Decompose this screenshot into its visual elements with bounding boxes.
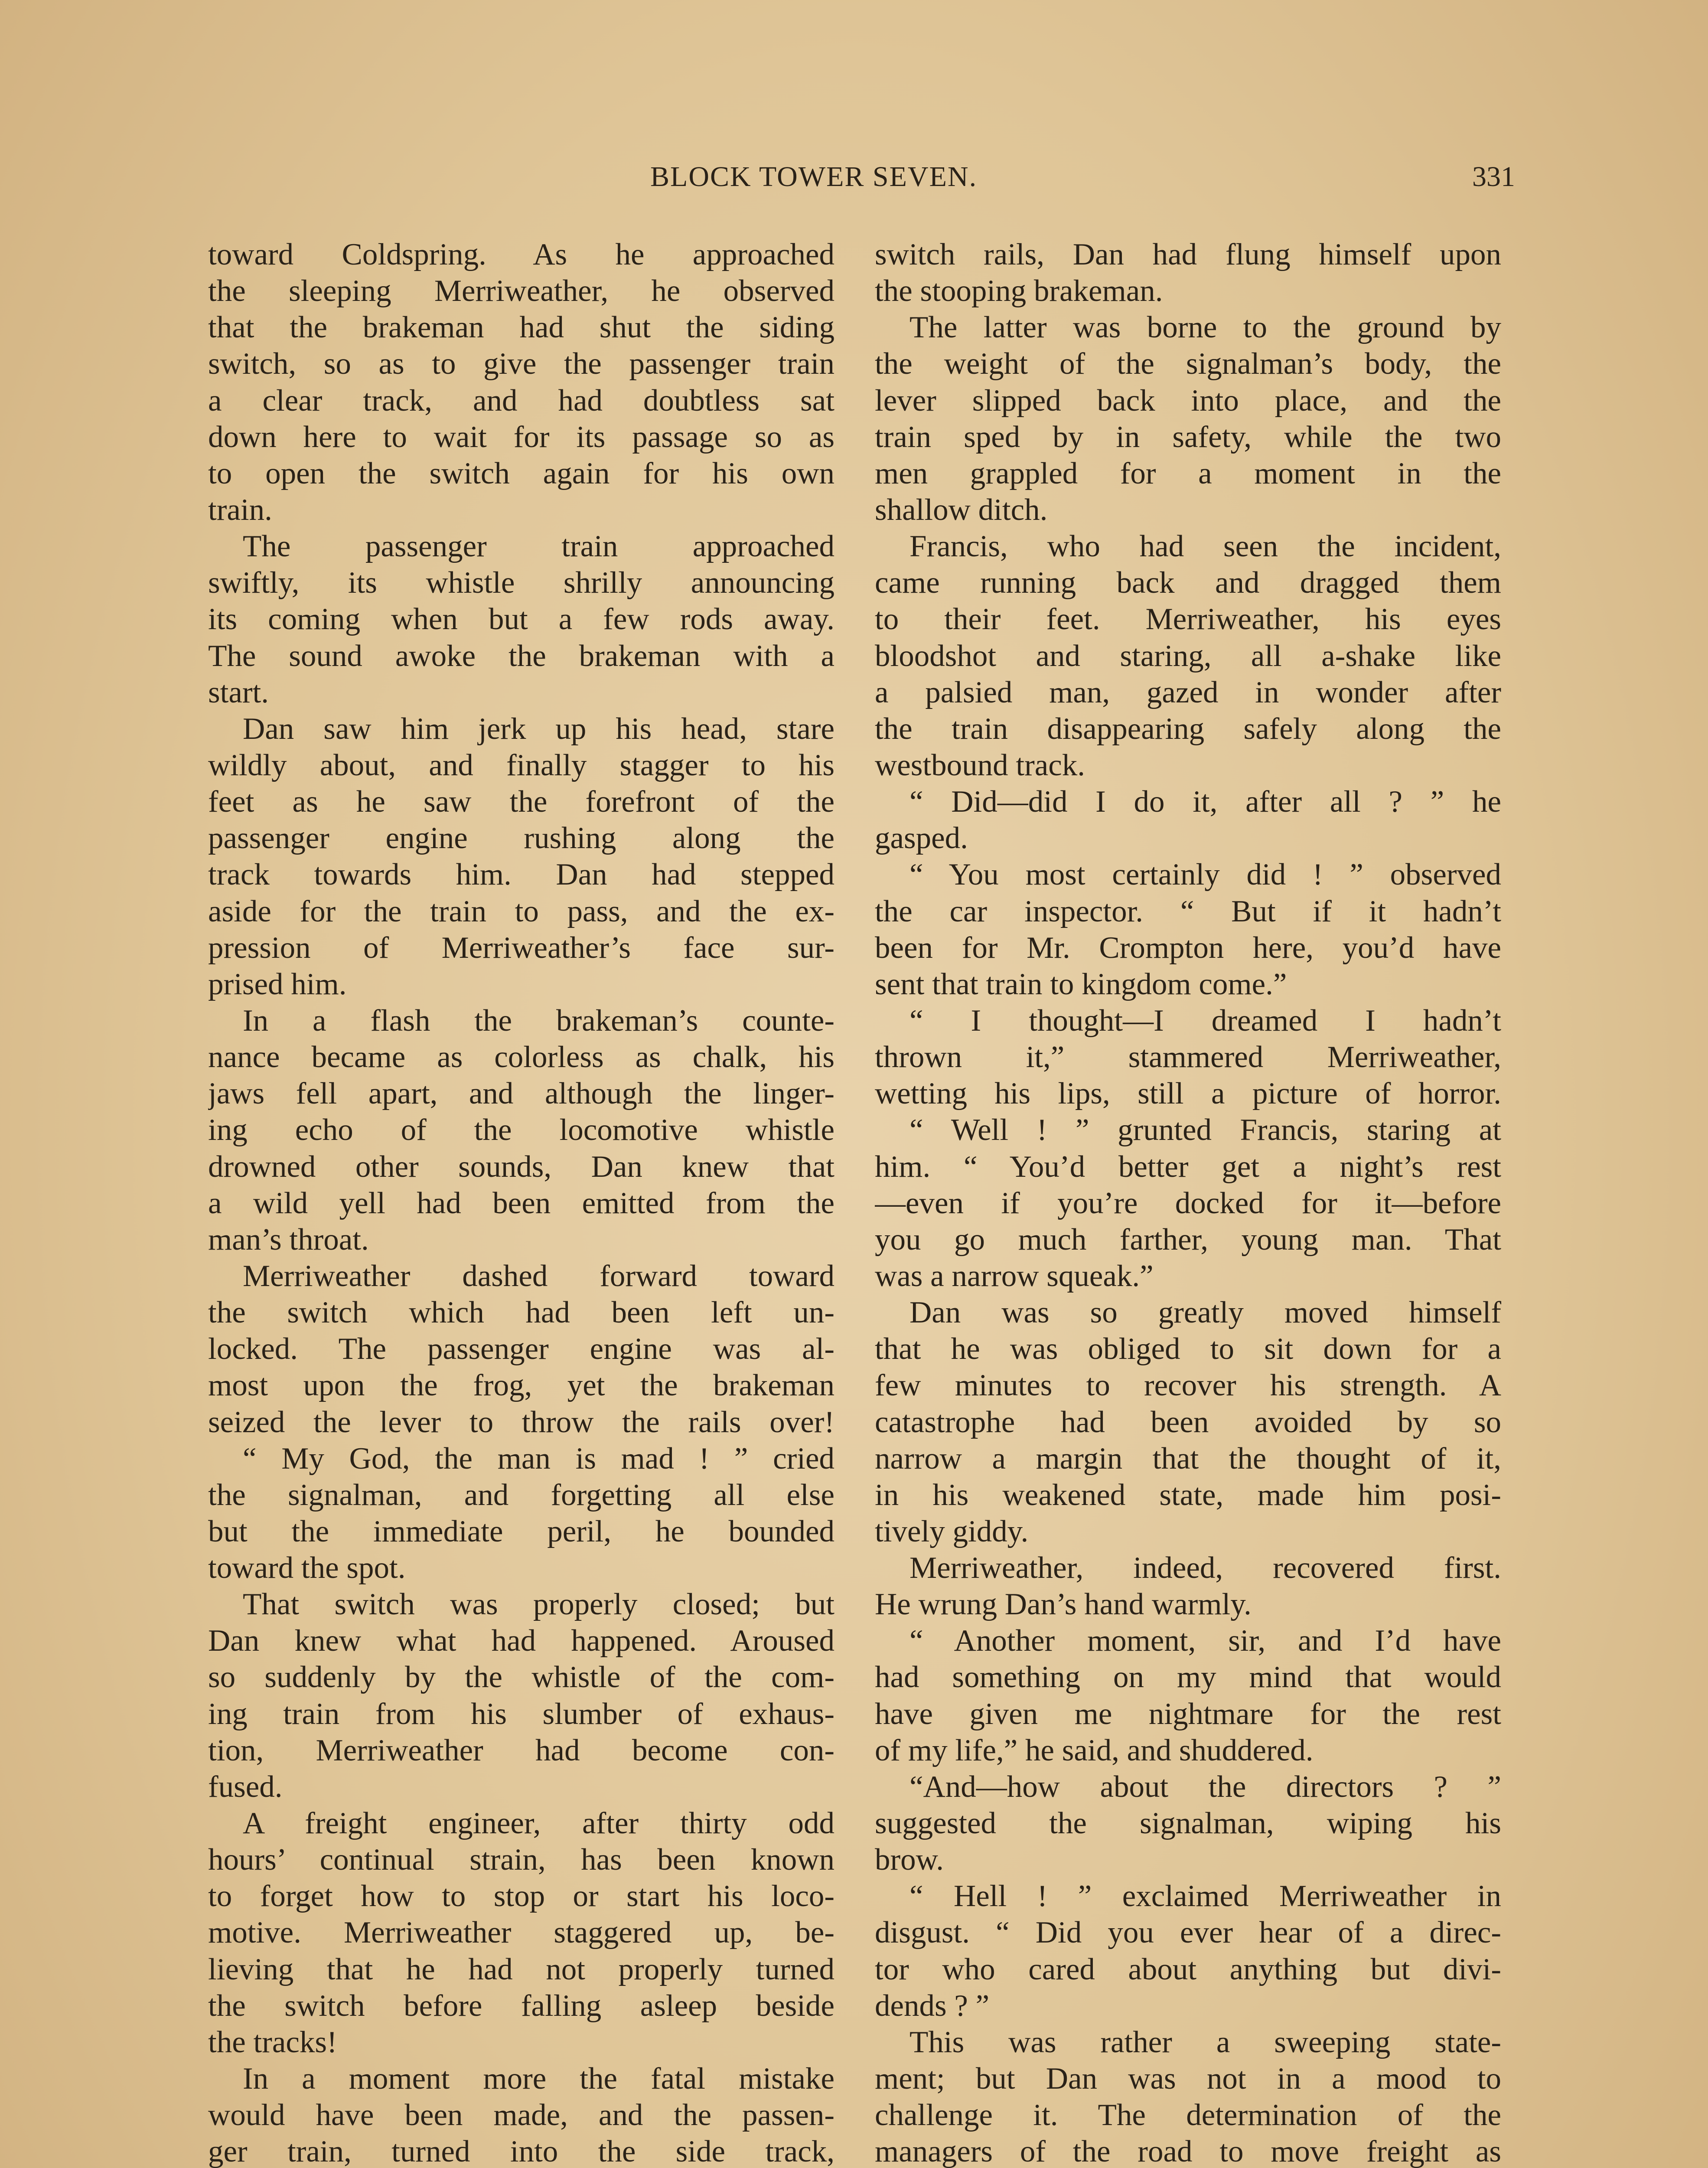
text-line: motive. Merriweather staggered up, be-	[208, 1916, 834, 1950]
text-line: disgust. “ Did you ever hear of a direc-	[875, 1916, 1501, 1950]
text-line: the signalman, and forgetting all else	[208, 1478, 834, 1512]
text-line: a clear track, and had doubtless sat	[208, 383, 834, 418]
text-line: that the brakeman had shut the siding	[208, 310, 834, 345]
text-line: have given me nightmare for the rest	[875, 1697, 1501, 1731]
text-line: came running back and dragged them	[875, 566, 1501, 600]
text-line: the car inspector. “ But if it hadn’t	[875, 894, 1501, 928]
text-line: That switch was properly closed; but	[243, 1587, 834, 1622]
text-line: ment; but Dan was not in a mood to	[875, 2062, 1501, 2096]
text-line: men grappled for a moment in the	[875, 456, 1501, 490]
page-number: 331	[1472, 161, 1515, 193]
text-line: train sped by in safety, while the two	[875, 420, 1501, 454]
text-line: He wrung Dan’s hand warmly.	[875, 1587, 1252, 1622]
text-line: “ I thought—I dreamed I hadn’t	[909, 1003, 1501, 1038]
text-line: narrow a margin that the thought of it,	[875, 1441, 1501, 1476]
text-line: man’s throat.	[208, 1222, 369, 1257]
text-line: “ Did—did I do it, after all ? ” he	[909, 785, 1501, 819]
text-line: thrown it,” stammered Merriweather,	[875, 1040, 1501, 1074]
text-line: “ Hell ! ” exclaimed Merriweather in	[909, 1879, 1501, 1913]
text-line: seized the lever to throw the rails over!	[208, 1405, 834, 1439]
text-line: track towards him. Dan had stepped	[208, 858, 834, 892]
text-line: the stooping brakeman.	[875, 274, 1163, 308]
text-line: prised him.	[208, 967, 347, 1001]
text-line: brow.	[875, 1843, 944, 1877]
text-line: a palsied man, gazed in wonder after	[875, 675, 1501, 709]
text-line: ing echo of the locomotive whistle	[208, 1113, 834, 1147]
text-line: but the immediate peril, he bounded	[208, 1514, 834, 1548]
text-line: aside for the train to pass, and the ex-	[208, 894, 834, 928]
text-line: tion, Merriweather had become con-	[208, 1733, 834, 1767]
text-line: to their feet. Merriweather, his eyes	[875, 602, 1501, 637]
text-line: drowned other sounds, Dan knew that	[208, 1149, 834, 1184]
text-line: so suddenly by the whistle of the com-	[208, 1660, 834, 1695]
text-line: most upon the frog, yet the brakeman	[208, 1368, 834, 1403]
text-line: dends ? ”	[875, 1988, 990, 2023]
text-line: Francis, who had seen the incident,	[909, 529, 1501, 564]
text-line: the switch before falling asleep beside	[208, 1988, 834, 2023]
text-line: train.	[208, 493, 272, 527]
text-line: lieving that he had not properly turned	[208, 1952, 834, 1986]
text-line: of my life,” he said, and shuddered.	[875, 1733, 1314, 1767]
text-line: the tracks!	[208, 2025, 337, 2059]
text-line: fused.	[208, 1770, 283, 1804]
text-line: its coming when but a few rods away.	[208, 602, 834, 637]
text-line: switch rails, Dan had flung himself upon	[875, 238, 1501, 271]
text-line: feet as he saw the forefront of the	[208, 785, 834, 819]
text-line: lever slipped back into place, and the	[875, 383, 1501, 418]
text-line: westbound track.	[875, 748, 1085, 782]
text-line: wildly about, and finally stagger to his	[208, 748, 834, 782]
text-line: locked. The passenger engine was al-	[208, 1332, 834, 1366]
text-line: toward Coldspring. As he approached	[208, 238, 834, 271]
text-line: the weight of the signalman’s body, the	[875, 347, 1501, 381]
text-line: The passenger train approached	[243, 529, 834, 564]
text-line: Dan saw him jerk up his head, stare	[243, 712, 834, 746]
left-text-column	[208, 236, 834, 2168]
text-line: a wild yell had been emitted from the	[208, 1186, 834, 1220]
text-line: gasped.	[875, 821, 968, 855]
text-line: switch, so as to give the passenger train	[208, 347, 834, 381]
text-line: ger train, turned into the side track,	[208, 2135, 834, 2168]
text-line: “ My God, the man is mad ! ” cried	[243, 1441, 834, 1476]
text-line: “ You most certainly did ! ” observed	[909, 858, 1501, 892]
text-line: swiftly, its whistle shrilly announcing	[208, 566, 834, 600]
text-line: tor who cared about anything but divi-	[875, 1952, 1501, 1986]
text-line: “ Another moment, sir, and I’d have	[909, 1624, 1501, 1658]
text-line: The sound awoke the brakeman with a	[208, 639, 834, 673]
text-line: few minutes to recover his strength. A	[875, 1368, 1501, 1403]
text-line: shallow ditch.	[875, 493, 1048, 527]
text-line: In a moment more the fatal mistake	[243, 2062, 834, 2096]
text-line: you go much farther, young man. That	[875, 1222, 1501, 1257]
text-line: managers of the road to move freight as	[875, 2135, 1501, 2168]
text-line: Merriweather, indeed, recovered first.	[909, 1551, 1501, 1585]
text-line: the switch which had been left un-	[208, 1296, 834, 1330]
text-line: —even if you’re docked for it—before	[875, 1186, 1501, 1220]
text-line: bloodshot and staring, all a-shake like	[875, 639, 1501, 673]
text-line: This was rather a sweeping state-	[909, 2025, 1501, 2059]
text-line: challenge it. The determination of the	[875, 2098, 1501, 2132]
text-line: was a narrow squeak.”	[875, 1259, 1154, 1293]
text-line: Merriweather dashed forward toward	[243, 1259, 834, 1293]
text-line: hours’ continual strain, has been known	[208, 1843, 834, 1877]
text-line: jaws fell apart, and although the linger-	[208, 1077, 834, 1111]
text-line: to open the switch again for his own	[208, 456, 834, 490]
text-line: would have been made, and the passen-	[208, 2098, 834, 2132]
right-text-column	[875, 236, 1501, 2168]
running-header: BLOCK TOWER SEVEN.	[650, 161, 978, 193]
text-line: suggested the signalman, wiping his	[875, 1806, 1501, 1841]
text-line: Dan was so greatly moved himself	[909, 1296, 1501, 1330]
text-line: Dan knew what had happened. Aroused	[208, 1624, 834, 1658]
text-line: down here to wait for its passage so as	[208, 420, 834, 454]
text-line: tively giddy.	[875, 1514, 1029, 1548]
text-line: In a flash the brakeman’s counte-	[243, 1003, 834, 1038]
text-line: in his weakened state, made him posi-	[875, 1478, 1501, 1512]
text-line: catastrophe had been avoided by so	[875, 1405, 1501, 1439]
text-line: to forget how to stop or start his loco-	[208, 1879, 834, 1913]
text-line: nance became as colorless as chalk, his	[208, 1040, 834, 1074]
text-line: him. “ You’d better get a night’s rest	[875, 1149, 1501, 1184]
text-line: that he was obliged to sit down for a	[875, 1332, 1501, 1366]
text-line: been for Mr. Crompton here, you’d have	[875, 931, 1501, 965]
text-line: ing train from his slumber of exhaus-	[208, 1697, 834, 1731]
text-line: The latter was borne to the ground by	[909, 310, 1501, 345]
text-line: pression of Merriweather’s face sur-	[208, 931, 834, 965]
text-line: wetting his lips, still a picture of horror.	[875, 1077, 1501, 1111]
text-line: A freight engineer, after thirty odd	[243, 1806, 834, 1841]
text-line: start.	[208, 675, 269, 709]
text-line: the sleeping Merriweather, he observed	[208, 274, 834, 308]
text-line: sent that train to kingdom come.”	[875, 967, 1287, 1001]
text-line: had something on my mind that would	[875, 1660, 1501, 1695]
text-line: “ Well ! ” grunted Francis, staring at	[909, 1113, 1501, 1147]
text-line: “And—how about the directors ? ”	[909, 1770, 1501, 1804]
text-line: the train disappearing safely along the	[875, 712, 1501, 746]
text-line: toward the spot.	[208, 1551, 406, 1585]
text-line: passenger engine rushing along the	[208, 821, 834, 855]
